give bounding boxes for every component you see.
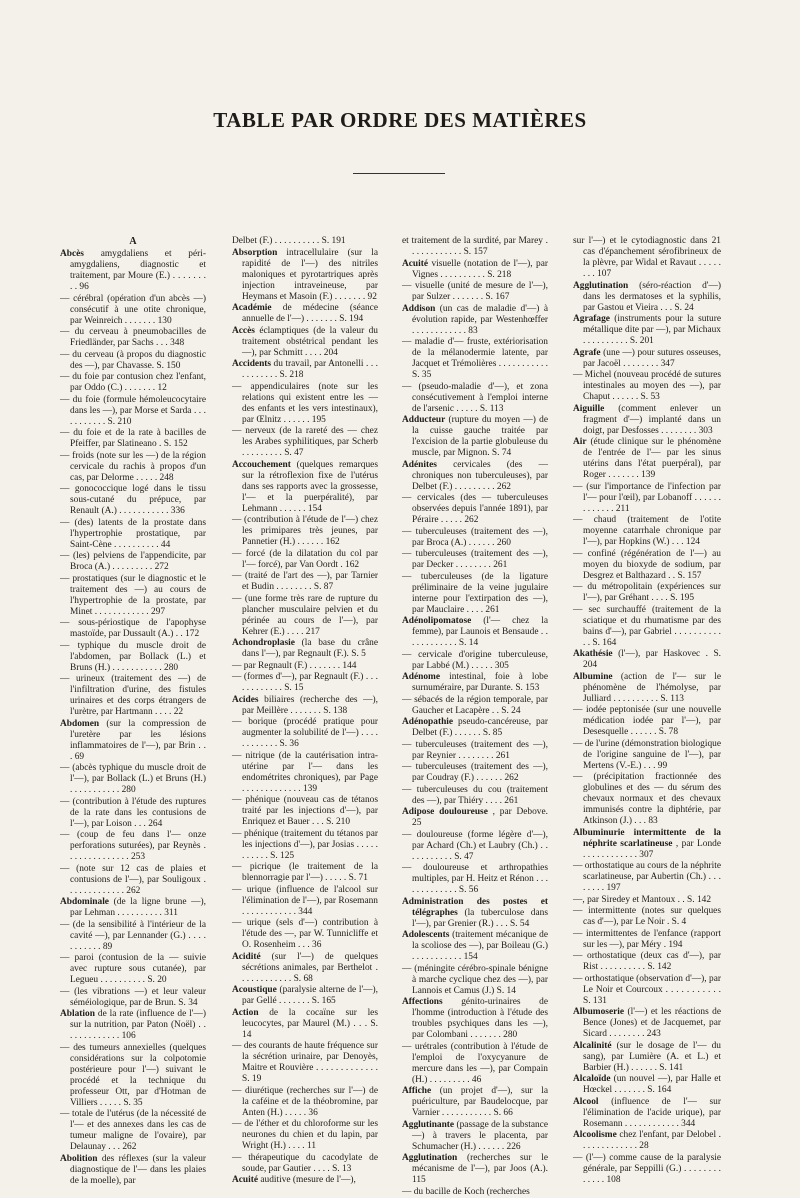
entry-text: (l'— chez la femme), par Launois et Bensaude . . . . . . . . . . . . S. 14	[412, 616, 548, 648]
index-entry	[232, 359, 378, 381]
index-entry	[232, 326, 378, 359]
index-entry	[573, 1041, 721, 1074]
index-entry	[573, 974, 721, 1007]
index-entry	[402, 1086, 548, 1119]
entry-text: — (de la sensibilité à l'intérieur de la cavité —), par Lennander (G.) . . . . . . . . . . . 89	[60, 919, 206, 952]
index-entry	[402, 650, 548, 672]
entry-text: — (contribution à l'étude des ruptures de la rate dans les contusions de l'—), par Loison . . . 264	[60, 796, 206, 829]
entry-text: — tuberculeuses (traitement des —), par Broca (A.) . . . . . . 260	[402, 526, 548, 548]
index-entry	[232, 695, 378, 717]
index-entry	[573, 482, 721, 515]
entry-text: — cervicale d'origine tuberculeuse, par Labbé (M.) . . . . . 305	[402, 649, 548, 671]
entry-heading: Aiguille	[573, 403, 605, 414]
entry-text: (un nouvel —), par Halle et Hœckel . . . . . . . S. 164	[583, 1074, 721, 1095]
index-entry	[573, 549, 721, 582]
index-entry	[402, 762, 548, 784]
index-entry	[402, 415, 548, 459]
entry-text: — nitrique (de la cautérisation intra-utérine par l'— dans les endométrites chroniques), par Page . . . . . . . . . . . . . 139	[232, 750, 378, 794]
index-entry	[60, 987, 206, 1009]
index-entry	[402, 1153, 548, 1186]
entry-heading: Acides	[232, 694, 259, 705]
entry-heading: Absorption	[232, 247, 278, 258]
entry-text: amygdaliens et péri-amygdaliens, diagnostic et traitement, par Moure (E.) . . . . . . . . . 96	[70, 249, 206, 292]
index-entry	[232, 885, 378, 918]
index-entry	[232, 248, 378, 303]
entry-text: de la rate (influence de l'—) sur la nutrition, par Paton (Noël) . . . . . . . . . . . . . 106	[70, 1009, 206, 1041]
index-entry	[232, 460, 378, 515]
index-entry	[402, 717, 548, 739]
index-entry	[232, 661, 378, 672]
entry-text: (étude clinique sur le phénomène de l'entrée de l'— par les sinus utérins dans l'état puerpéral), par Roger . . . . . . . 139	[583, 437, 722, 480]
entry-text: — (les) pelviens de l'appendicite, par Broca (A.) . . . . . . . . . 272	[60, 551, 206, 572]
entry-heading: Alcoolisme	[573, 1130, 617, 1140]
entry-heading: Abdomen	[60, 718, 100, 729]
index-entry	[60, 864, 206, 897]
entry-text: — (les vibrations —) et leur valeur séméiologique, par de Brun. S. 34	[60, 986, 206, 1008]
entry-heading: Administration des postes et télégraphes	[402, 896, 548, 918]
index-entry	[60, 350, 206, 372]
entry-heading: Albumine	[573, 671, 613, 682]
entry-text: — cérébral (opération d'un abcès —) consécutif à une otite chronique, par Weinreich . . . . . . . 130	[60, 293, 206, 326]
index-entry	[60, 294, 206, 327]
entry-text: (sur la compression de l'uretère par les lésions inflammatoires de l'—), par Brin . . . 69	[70, 718, 206, 762]
entry-text: — urineux (traitement des —) de l'infiltration d'urine, des fistules urinaires et des corps étrangers de l'urètre, par Hartmann . . . . 22	[60, 674, 206, 717]
entry-text: intestinal, foie à lobe surnuméraire, par Durante. S. 153	[412, 672, 548, 693]
index-entry	[402, 964, 548, 997]
entry-heading: Alcool	[573, 1096, 599, 1107]
index-entry	[60, 719, 206, 763]
index-entry	[60, 953, 206, 986]
entry-heading: Acuité	[402, 258, 429, 269]
title-rule	[353, 173, 445, 174]
entry-heading: Air	[573, 437, 587, 447]
entry-text: (paralysie alterne de l'—), par Gellé . . . . . . . S. 165	[242, 985, 378, 1006]
index-entry	[60, 1109, 206, 1153]
entry-text: de la cocaïne sur les leucocytes, par Maurel (M.) . . . S. 14	[242, 1007, 378, 1040]
entry-text: cervicales (des — chroniques non tuberculeuses), par Delbet (F.) . . . . . . . . . 262	[412, 459, 549, 492]
index-entry	[402, 997, 548, 1041]
entry-text: — (note sur 12 cas de plaies et contusions de l'—), par Souligoux . . . . . . . . . . . . . 262	[60, 863, 206, 896]
index-entry	[402, 863, 548, 896]
entry-text: — sébacés de la région temporale, par Gaucher et Lacapère . . S. 24	[402, 694, 548, 716]
entry-text: (rupture du moyen —) de la cuisse gauche traitée par l'excision de la partie globuleuse du muscle, par Mignon. S. 74	[412, 415, 548, 458]
entry-text: — orthostatique (deux cas d'—), par Rist . . . . . . . . . . S. 142	[573, 951, 721, 972]
index-entry	[232, 795, 378, 828]
entry-text: — (sur l'importance de l'infection par l'— pour l'œil), par Lobanoff . . . . . . . . . . . . . 211	[573, 481, 721, 514]
index-entry	[60, 551, 206, 573]
entry-heading: Alcaloïde	[573, 1074, 611, 1084]
entry-text: (séro-réaction d'—) dans les dermatoses et la syphilis, par Gastou et Vieira . . . S. 24	[583, 280, 721, 313]
index-entry	[402, 740, 548, 762]
entry-text: (recherches sur le mécanisme de l'—), par Joos (A.). 115	[412, 1153, 548, 1185]
entry-heading: Adducteur	[402, 415, 446, 425]
column-2	[232, 236, 379, 1185]
index-entry	[573, 1007, 721, 1040]
entry-text: — borique (procédé pratique pour augmenter la solubilité de l'—) . . . . . . . . . . . . S. 36	[232, 717, 378, 749]
index-entry	[402, 527, 548, 549]
entry-text: — douloureuse (forme légère d'—), par Achard (Ch.) et Laubry (Ch.) . . . . . . . . . . . S. 47	[402, 829, 548, 862]
entry-text: — appendiculaires (note sur les relations qui existent entre les — des enfants et les vers intestinaux), par Œlnitz . . . . . . 195	[232, 381, 378, 425]
entry-text: (la tuberculose dans l'—), par Grenier (R.) . . . S. 54	[412, 907, 548, 929]
index-entry	[232, 1041, 378, 1085]
entry-heading: Adénopathie	[402, 717, 454, 727]
index-entry	[573, 1074, 721, 1096]
entry-heading: Acuité	[232, 1175, 259, 1185]
index-entry	[402, 337, 548, 381]
entry-text: — (méningite cérébro-spinale bénigne à marche cyclique chez des —), par Lannois et Camus (J.) S. 14	[402, 963, 548, 996]
index-entry	[573, 1130, 721, 1152]
entry-text: — Michel (nouveau procédé de sutures intestinales au moyen des —), par Chaput . . . . . . S. 53	[573, 370, 721, 402]
entry-heading: Albuminurie intermittente de la néphrite scarlatineuse	[573, 827, 721, 849]
entry-text: —, par Siredey et Mantoux . . S. 142	[573, 894, 712, 905]
entry-text: — du métropolitain (expériences sur l'—), par Gréhant . . . . S. 195	[573, 582, 721, 603]
index-entry	[573, 437, 721, 481]
index-entry	[573, 348, 721, 370]
index-entry	[232, 549, 378, 571]
entry-text: (sur l'—) de quelques sécrétions animales, par Berthelot . . . . . . . . . . . . S. 68	[242, 951, 378, 984]
entry-text: — douloureuse et arthropathies multiples, par H. Heitz et Rénon . . . . . . . . . . . . . S. 56	[402, 863, 548, 895]
entry-text: sur l'—) et le cytodiagnostic dans 21 cas d'épanchement sérofibrineux de la plèvre, par Widal et Ravaut . . . . . . . . 107	[573, 236, 721, 279]
index-entry	[232, 515, 378, 548]
index-entry	[232, 751, 378, 795]
entry-text: — gonococcique logé dans le tissu sous-cutané du prépuce, par Renault (A.) . . . . . . . . . . . 336	[60, 484, 206, 516]
entry-heading: Accidents	[232, 359, 272, 369]
entry-text: — de l'urine (démonstration biologique de l'origine sanguine de l'—), par Mertens (V.-E.) . . . 99	[573, 738, 722, 771]
entry-text: génito-urinaires de l'homme (introduction à l'étude des troubles psychiques dans les —), par Colombani . . . . . . . 280	[412, 997, 549, 1040]
entry-text: (traitement mécanique de la scoliose des —), par Boileau (G.) . . . . . . . . . . . 154	[412, 930, 548, 962]
entry-text: — (traité de l'art des —), par Tarnier et Budin . . . . . . . . S. 87	[232, 571, 378, 592]
entry-text: (l'—), par Haskovec . S. 204	[583, 649, 722, 670]
index-entry	[60, 372, 206, 394]
index-entry	[232, 1086, 378, 1119]
index-entry	[60, 1043, 206, 1109]
entry-text: — tuberculeuses (traitement des —), par Coudray (F.) . . . . . . 262	[402, 762, 548, 783]
entry-text: — (contribution à l'étude de l'—) chez les primipares très jeunes, par Pannetier (H.) . . . . . . 162	[232, 515, 378, 547]
index-entry	[402, 830, 548, 863]
entry-text: — orthostatique au cours de la néphrite scarlatineuse, par Aubertin (Ch.) . . . . . . . . 197	[573, 861, 721, 893]
entry-text: (l'—) et les réactions de Bence (Jones) et de Jacquemet, par Sicard . . . . . . . . 243	[583, 1007, 722, 1039]
entry-heading: Agrafage	[573, 314, 610, 324]
entry-text: (quelques remarques sur la rétroflexion fixe de l'utérus dans ses rapports avec la grossesse, l'— et la puerpéralité), par Lehmann . . . . . . 154	[242, 459, 378, 514]
index-entry	[573, 236, 721, 280]
index-entry	[60, 641, 206, 674]
entry-text: — typhique du muscle droit de l'abdomen, par Bollack (L.) et Bruns (H.) . . . . . . . . . . . 280	[60, 640, 206, 673]
entry-text: (passage de la substance —) à travers le placenta, par Schumacher (H.) . . . . . . 226	[412, 1119, 548, 1152]
entry-text: — chaud (traitement de l'otite moyenne catarrhale chronique par l'—), par Hopkins (W.) . . . 124	[573, 515, 721, 547]
index-entry	[60, 920, 206, 953]
entry-text: — (des) latents de la prostate dans l'hypertrophie prostatique, par Saint-Cène . . . . . . . . . . 44	[60, 517, 206, 550]
entry-text: — confiné (régénération de l'—) au moyen du bioxyde de sodium, par Desgrez et Balthazard . . S. 157	[573, 548, 721, 581]
entry-heading: Adipose douloureuse	[402, 807, 488, 817]
entry-text: (instruments pour la suture métallique dite par —), par Michaux . . . . . . . . . . S. 201	[583, 314, 722, 346]
index-entry	[402, 1187, 548, 1198]
index-entry	[232, 1175, 378, 1186]
entry-text: — des courants de haute fréquence sur la sécrétion urinaire, par Denoyès, Maitre et Rouvière . . . . . . . . . . . . . S. 19	[232, 1041, 378, 1084]
entry-text: — maladie d'— fruste, extériorisation de la mélanodermie latente, par Jacquet et Trémolières . . . . . . . . . . . S. 35	[402, 337, 548, 380]
entry-text: , par Londe . . . . . . . . . . . . 307	[583, 838, 722, 860]
entry-text: — (coup de feu dans l'— onze perforations suturées), par Reynès . . . . . . . . . . . . . . 253	[60, 830, 206, 862]
entry-heading: Affiche	[402, 1086, 432, 1096]
entry-text: — du foie (formule hémoleucocytaire dans les —), par Morse et Sarda . . . . . . . . . . . S. 210	[60, 394, 206, 427]
index-entry	[232, 862, 378, 884]
entry-text: pseudo-cancéreuse, par Delbet (F.) . . . . . . S. 85	[412, 717, 549, 738]
index-entry	[232, 1119, 378, 1152]
entry-text: — des tumeurs annexielles (quelques considérations sur la colpotomie postérieure pour l'—) suivant le procédé et la technique du professeur Ott, par d'Hotman de Villiers . . . . . S. 35	[60, 1042, 206, 1108]
entry-text: — tuberculeuses (traitement des —), par Decker . . . . . . . . 261	[402, 549, 548, 570]
entry-text: des réflexes (sur la valeur diagnostique de l'— dans les plaies de la moelle), par	[70, 1153, 206, 1186]
index-entry	[402, 672, 548, 694]
entry-text: — diurétique (recherches sur l'—) de la caféine et de la théobromine, par Anten (H.) . . . . . 36	[232, 1085, 378, 1118]
index-entry	[573, 649, 721, 671]
entry-text: — du cerveau (à propos du diagnostic des —), par Chavasse. S. 150	[60, 349, 206, 371]
index-entry	[573, 929, 721, 951]
entry-heading: Affections	[402, 997, 443, 1007]
entry-text: — (abcès typhique du muscle droit de l'—), par Bollack (L.) et Bruns (H.) . . . . . . . . . . . 280	[60, 763, 206, 795]
entry-text: — du cerveau à pneumobacilles de Friedländer, par Sachs . . . 348	[60, 327, 206, 348]
entry-text: du travail, par Antonelli . . . . . . . . . . . S. 218	[242, 359, 379, 380]
index-entry	[60, 428, 206, 450]
index-entry	[573, 739, 721, 772]
entry-text: — urique (sels d'—) contribution à l'étude des —, par W. Tunnicliffe et O. Rosenheim . . . 36	[232, 918, 378, 950]
entry-text: — iodée peptonisée (sur une nouvelle médication iodée par l'—), par Desesquelle . . . . . . S. 78	[573, 705, 721, 737]
index-entry	[402, 930, 548, 963]
entry-text: auditive (mesure de l'—),	[260, 1175, 356, 1185]
index-entry	[402, 897, 548, 930]
index-entry	[60, 484, 206, 517]
entry-text: — (l'—) comme cause de la paralysie générale, par Seppilli (G.) . . . . . . . . . . . . . 108	[573, 1152, 721, 1185]
entry-heading: Acoustique	[232, 985, 277, 995]
entry-text: — visuelle (unité de mesure de l'—), par Sulzer . . . . . . . S. 167	[402, 281, 548, 302]
index-entry	[232, 426, 378, 459]
entry-heading: Albumoserie	[573, 1007, 625, 1017]
index-entry	[60, 763, 206, 796]
entry-text: — du bacille de Koch (recherches	[402, 1186, 530, 1197]
index-entry	[402, 1120, 548, 1153]
entry-text: — de l'éther et du chloroforme sur les neurones du chien et du lapin, par Wright (H.) . . . . 11	[232, 1119, 378, 1151]
entry-text: — phénique (nouveau cas de tétanos traité par les injections d'—), par Enriquez et Bauer . . . S. 210	[232, 795, 378, 827]
entry-text: — phénique (traitement du tétanos par les injections d'—), par Josias . . . . . . . . . . . S. 125	[232, 828, 378, 861]
entry-heading: Achondroplasie	[232, 638, 295, 648]
index-entry	[573, 951, 721, 973]
index-entry	[573, 705, 721, 738]
index-entry	[573, 828, 721, 861]
index-entry	[573, 895, 721, 906]
index-entry	[232, 717, 378, 750]
entry-heading: Ablation	[60, 1009, 95, 1019]
index-entry	[573, 772, 721, 827]
index-entry	[573, 672, 721, 705]
index-entry	[60, 451, 206, 484]
entry-heading: Abdominale	[60, 897, 109, 907]
entry-text: — (une forme très rare de rupture du plancher musculaire pelvien et du périnée au cours de l'—), par Kehrer (E.) . . . . 217	[232, 593, 378, 637]
index-entry	[573, 1097, 721, 1130]
entry-heading: Adénome	[402, 672, 441, 682]
index-entry	[60, 395, 206, 428]
index-entry	[232, 952, 378, 985]
entry-text: (de la ligne brune —), par Lehman . . . . . . . . . . 311	[70, 897, 206, 918]
index-entry	[573, 281, 721, 314]
index-entry	[232, 829, 378, 862]
index-entry	[402, 1042, 548, 1086]
entry-heading: Agrafe	[573, 347, 601, 358]
index-entry	[573, 404, 721, 437]
entry-text: (une —) pour sutures osseuses, par Jacoël . . . . . . . . 347	[583, 347, 721, 369]
index-entry	[402, 549, 548, 571]
entry-text: (la base du crâne dans l'—), par Regnault (F.). S. 5	[242, 638, 379, 659]
index-entry	[232, 382, 378, 426]
index-entry	[60, 797, 206, 830]
entry-text: — sous-périostique de l'apophyse mastoïde, par Dussault (A.) . . 172	[60, 618, 206, 639]
index-entry	[402, 695, 548, 717]
entry-text: — tuberculeuses (de la ligature préliminaire de la veine jugulaire interne pour l'extirpation des —), par Mauclaire . . . . 261	[402, 571, 548, 615]
entry-heading: Académie	[232, 303, 272, 313]
index-entry	[573, 370, 721, 403]
entry-text: — thérapeutique du cacodylate de soude, par Gautier . . . . S. 13	[232, 1152, 378, 1174]
index-entry	[232, 594, 378, 638]
entry-heading: Accès	[232, 325, 255, 336]
entry-text: — intermittentes de l'enfance (rapport sur les —), par Méry . 194	[573, 928, 721, 950]
entry-text: Delbet (F.) . . . . . . . . . . S. 191	[232, 236, 346, 246]
entry-text: (influence de l'— sur l'élimination de l'acide urique), par Rosemann . . . . . . . . . . . . 344	[583, 1096, 721, 1129]
entry-heading: Adolescents	[402, 930, 450, 940]
entry-text: — (pseudo-maladie d'—), et zona consécutivement à l'emploi interne de l'arsenic . . . . . S. 113	[402, 381, 548, 414]
entry-text: — tuberculeuses (traitement des —), par Reynier . . . . . . . . 261	[402, 739, 548, 761]
entry-text: — urétrales (contribution à l'étude de l'emploi de l'oxycyanure de mercure dans les —), par Compain (H.) . . . . . . . . . 46	[402, 1041, 548, 1085]
index-entry	[573, 605, 721, 649]
entry-heading: Agglutinante	[402, 1119, 455, 1130]
entry-text: (comment enlever un fragment d'—) implanté dans un doigt, par Desfosses . . . . . . . . 303	[583, 403, 721, 436]
column-3	[402, 236, 549, 1197]
entry-text: — par Regnault (F.) . . . . . . . 144	[232, 660, 357, 671]
index-entry	[573, 314, 721, 347]
entry-text: (un projet d'—), sur la puériculture, par Baudelocque, par Varnier . . . . . . . . . . . S. 66	[412, 1086, 548, 1118]
entry-text: — intermittente (notes sur quelques cas d'—), par Le Noir . S. 4	[573, 906, 721, 927]
index-entry	[60, 249, 206, 293]
entry-text: — forcé (de la dilatation du col par l'— forcé), par Van Oordt . 162	[232, 548, 378, 570]
entry-text: et traitement de la surdité, par Marey . . . . . . . . . . . . S. 157	[402, 236, 548, 257]
entry-heading: Acidité	[232, 951, 261, 962]
entry-heading: Abolition	[60, 1153, 98, 1164]
entry-heading: Action	[232, 1007, 259, 1018]
index-entry	[402, 493, 548, 526]
section-letter: A	[129, 236, 137, 247]
entry-text: — nerveux (de la rareté des — chez les Arabes syphilitiques, par Scherb . . . . . . . . . S. 47	[232, 426, 378, 458]
index-entry	[60, 327, 206, 349]
column-4	[573, 236, 722, 1185]
index-entry	[232, 918, 378, 951]
entry-heading: Agglutination	[573, 280, 629, 291]
index-entry	[402, 259, 548, 281]
index-entry	[232, 303, 378, 325]
index-entry	[402, 304, 548, 337]
index-entry	[60, 830, 206, 863]
entry-heading: Alcalinité	[573, 1040, 612, 1051]
index-entry	[573, 582, 721, 604]
entry-text: — tuberculeuses du cou (traitement des —), par Thiéry . . . . 261	[402, 784, 548, 806]
entry-heading: Agglutination	[402, 1153, 458, 1163]
entry-text: biliaires (recherche des —), par Meillère . . . . . . . S. 138	[242, 694, 378, 716]
column-1	[60, 236, 206, 1186]
index-entry	[573, 906, 721, 928]
index-entry	[60, 518, 206, 551]
index-entry	[232, 571, 378, 593]
entry-text: — du foie et de la rate à bacilles de Pfeiffer, par Slatineano . S. 152	[60, 428, 206, 449]
index-entry	[60, 618, 206, 640]
index-entry	[232, 1008, 378, 1041]
entry-text: (action de l'— sur le phénomène de l'hémolyse, par Julliard . . . . . . . . . . S. 113	[583, 671, 721, 704]
entry-text: — froids (note sur les —) de la région cervicale du rachis à propos d'un cas, par Delorme . . . . . 248	[60, 450, 206, 483]
entry-text: — prostatiques (sur le diagnostic et le traitement des —) au cours de l'hypertrophie de la prostate, par Minet . . . . . . . . . . . . 297	[60, 573, 206, 617]
index-entry	[60, 574, 206, 618]
index-entry	[573, 515, 721, 548]
index-entry	[402, 785, 548, 807]
entry-heading: Addison	[402, 303, 436, 314]
index-entry	[232, 638, 378, 660]
index-entry	[60, 897, 206, 919]
entry-text: — orthostatique (observation d'—), par Le Noir et Courcoux . . . . . . . . . . . S. 131	[573, 973, 721, 1006]
index-entry	[402, 460, 548, 493]
entry-text: — (précipitation fractionnée des globulines et des — du sérum des chevaux normaux et des chevaux immunisés contre la diphtérie, par Atkinson (J.) . . . 83	[573, 772, 721, 826]
entry-text: éclamptiques (de la valeur du traitement obstétrical pendant les —), par Schmitt . . . . 204	[242, 325, 378, 358]
index-entry	[573, 1153, 721, 1186]
index-entry	[402, 616, 548, 649]
index-entry	[402, 236, 548, 258]
entry-text: — sec surchauffé (traitement de la sciatique et du rhumatisme par des bains d'—), par Gabriel . . . . . . . . . . . . S. 164	[573, 604, 721, 648]
entry-heading: Adénolipomatose	[402, 616, 472, 626]
entry-text: visuelle (notation de l'—), par Vignes . . . . . . . . . . S. 218	[412, 258, 549, 280]
entry-heading: Akathésie	[573, 649, 613, 659]
entry-text: , par Debove. 25	[412, 807, 548, 828]
index-entry	[402, 572, 548, 616]
entry-text: — picrique (le traitement de la blennorragie par l'—) . . . . . S. 71	[232, 862, 378, 883]
entry-text: intracellulaire (sur la rapidité de l'—) des nitriles maloniques et pyrotartriques après injection intraveineuse, par Heymans et Masoin (F.) . . . . . . . 92	[242, 247, 378, 302]
entry-text: — (formes d'—), par Regnault (F.) . . . . . . . . . . . . S. 15	[232, 672, 378, 693]
entry-heading: Accouchement	[232, 459, 291, 470]
entry-text: — paroi (contusion de la — suivie avec rupture sous cutanée), par Legueu . . . . . . . . . . S. 20	[60, 953, 206, 985]
entry-text: chez l'enfant, par Delobel . . . . . . . . . . . . . 28	[583, 1130, 721, 1151]
index-entry	[573, 861, 721, 894]
index-entry	[402, 382, 548, 415]
index-entry	[232, 1153, 378, 1175]
entry-heading: Adénites	[402, 459, 437, 470]
index-entry	[60, 674, 206, 718]
entry-text: (sur le dosage de l'— du sang), par Lumière (A. et L.) et Barbier (H.) . . . . . . S. 141	[583, 1040, 721, 1073]
entry-text: — totale de l'utérus (de la nécessité de l'— et des annexes dans les cas de tumeur maligne de l'ovaire), par Delaunay . . . 262	[60, 1109, 206, 1152]
index-entry	[232, 672, 378, 694]
index-entry	[60, 1154, 206, 1187]
index-entry	[402, 807, 548, 829]
entry-heading: Abcès	[60, 249, 84, 259]
entry-text: de médecine (séance annuelle de l'—) . . . . . . . S. 194	[242, 303, 378, 324]
entry-text: — urique (influence de l'alcool sur l'élimination de l'—), par Rosemann . . . . . . . . . . . . 344	[232, 884, 378, 917]
page-title: TABLE PAR ORDRE DES MATIÈRES	[213, 108, 587, 132]
index-entry	[60, 1009, 206, 1042]
index-entry	[232, 985, 378, 1007]
index-entry	[232, 236, 378, 247]
index-entry	[402, 281, 548, 303]
entry-text: — du foie par contusion chez l'enfant, par Oddo (C.) . . . . . . . 12	[60, 372, 206, 393]
entry-text: — cervicales (des — tuberculeuses observées depuis l'année 1891), par Péraire . . . . . 262	[402, 493, 548, 525]
entry-text: (un cas de maladie d'—) à évolution rapide, par Westenhœffer . . . . . . . . . . . . 83	[412, 303, 548, 336]
